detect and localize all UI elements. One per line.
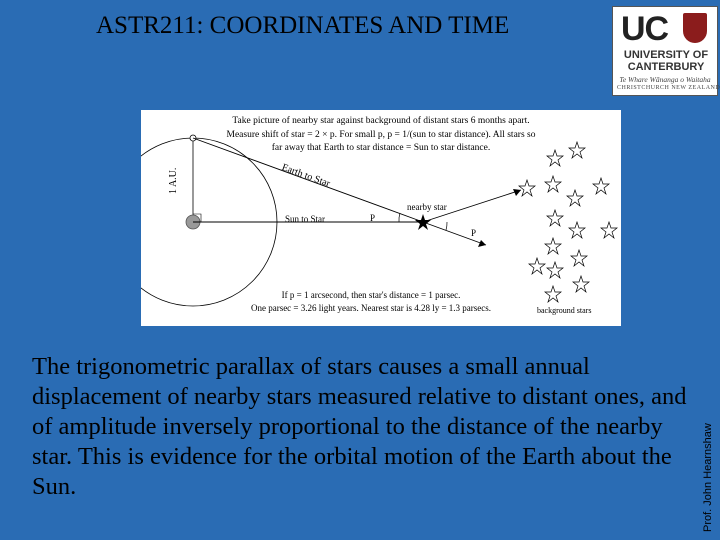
logo-city: CHRISTCHURCH NEW ZEALAND (617, 85, 720, 91)
au-label: 1 A.U. (168, 167, 179, 194)
background-star-icon (545, 176, 561, 192)
footer-line-1: If p = 1 arcsecond, then star's distance = 1 parsec. (281, 290, 461, 300)
slide-body-text: The trigonometric parallax of stars causes a small annual displacement of nearby stars measured relative to distant ones, and of amplitude inversely proportional to the distance of the nearby star. This is evidence for the orbital motion of the Earth about the Sun. (32, 353, 687, 500)
background-star-icon (569, 222, 585, 238)
logo-line-1: UNIVERSITY OF (623, 49, 709, 61)
background-star-icon (529, 258, 545, 274)
logo-line-2: CANTERBURY (627, 61, 705, 73)
parallax-angle-arc-left (399, 213, 400, 222)
arrowhead-lower (478, 240, 486, 247)
earth-to-star-label: Earth to Star (280, 162, 332, 190)
slide-title: ASTR211: COORDINATES AND TIME (96, 12, 510, 39)
background-stars-group (519, 142, 617, 302)
background-star-icon (547, 210, 563, 226)
caption-line-2: Measure shift of star = 2 × p. For small p, p = 1/(sun to star distance). All stars so (226, 130, 536, 140)
sun-to-star-label: Sun to Star (285, 214, 326, 224)
author-credit: Prof. John Hearnshaw (702, 423, 714, 532)
background-star-icon (567, 190, 583, 206)
logo-maori-name: Te Whare Wānanga o Waitaha (619, 75, 711, 84)
caption-line-1: Take picture of nearby star against background of distant stars 6 months apart. (232, 116, 530, 126)
parallax-diagram (141, 110, 621, 326)
parallax-angle-label-right: P (471, 228, 477, 238)
background-star-icon (573, 276, 589, 292)
background-stars-label: background stars (537, 306, 592, 315)
background-star-icon (571, 250, 587, 266)
background-star-icon (545, 238, 561, 254)
footer-line-2: One parsec = 3.26 light years. Nearest star is 4.28 ly = 1.3 parsecs. (250, 303, 492, 313)
university-logo (612, 6, 718, 96)
background-star-icon (519, 180, 535, 196)
parallax-angle-label-left: P (370, 213, 376, 223)
caption-line-3: far away that Earth to star distance = Sun to star distance. (271, 143, 491, 153)
background-star-icon (547, 262, 563, 278)
parallax-angle-arc-right (446, 222, 447, 230)
logo-mark: UC (621, 10, 669, 48)
background-star-icon (593, 178, 609, 194)
crest-icon (683, 13, 707, 43)
line-of-sight-extension-lower (423, 222, 486, 245)
background-star-icon (601, 222, 617, 238)
nearby-star-label: nearby star (407, 202, 447, 212)
